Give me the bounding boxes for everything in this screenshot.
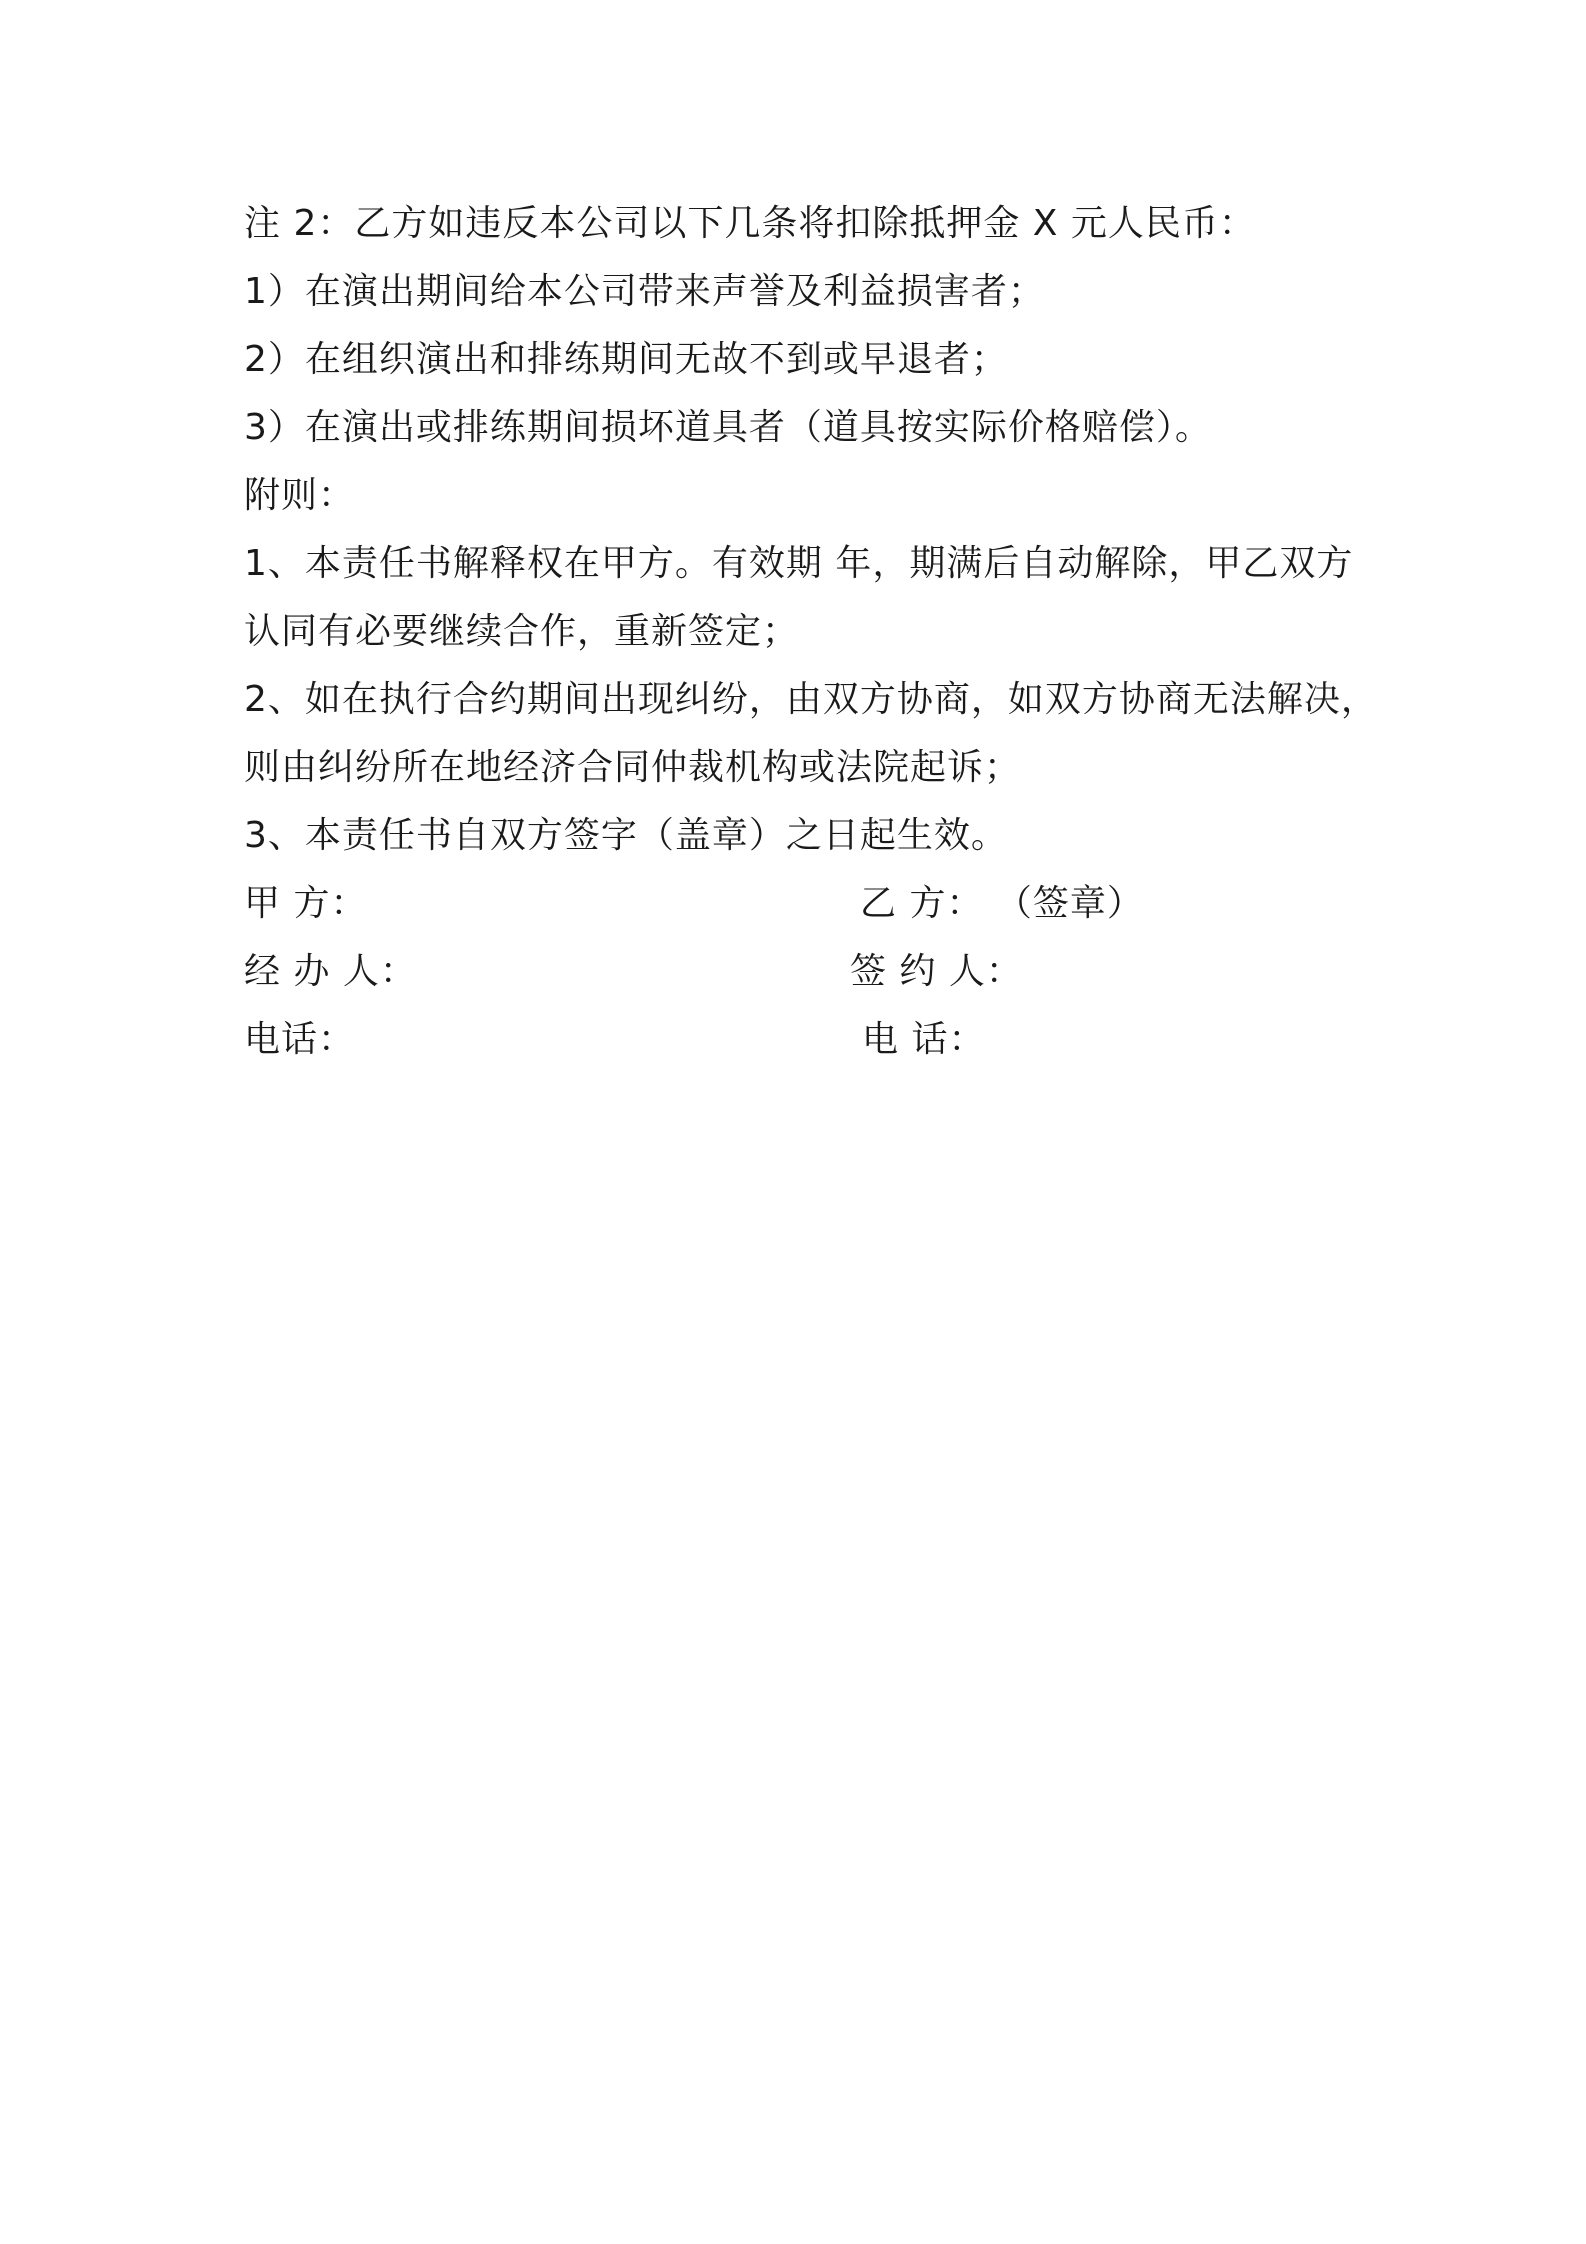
appendix-heading: 附则：	[244, 475, 356, 516]
signer-label: 签 约 人：	[850, 951, 1023, 992]
appendix-line: 认同有必要继续合作，重新签定；	[244, 611, 800, 652]
phone-b-label: 电 话：	[862, 1019, 986, 1060]
phone-a-label: 电话：	[244, 1019, 356, 1060]
appendix-line: 2、如在执行合约期间出现纠纷，由双方协商，如双方协商无法解决，	[244, 679, 1378, 720]
signature-row-phone	[244, 1006, 1364, 1074]
appendix-line: 则由纠纷所在地经济合同仲裁机构或法院起诉；	[244, 747, 1022, 788]
appendix-line: 1、本责任书解释权在甲方。有效期 年，期满后自动解除，甲乙双方	[244, 543, 1354, 584]
note-heading: 注 2：乙方如违反本公司以下几条将扣除抵押金 X 元人民币：	[244, 203, 1256, 244]
note-item: 1）在演出期间给本公司带来声誉及利益损害者；	[244, 271, 1045, 312]
document-body	[244, 190, 1378, 1074]
handler-label: 经 办 人：	[244, 951, 417, 992]
note-item: 3）在演出或排练期间损坏道具者（道具按实际价格赔偿）。	[244, 407, 1212, 448]
note-item: 2）在组织演出和排练期间无故不到或早退者；	[244, 339, 1008, 380]
party-a-label: 甲 方：	[244, 883, 368, 924]
signature-row-agent	[244, 938, 1364, 1006]
party-b-label: 乙 方： （签章）	[860, 883, 1144, 924]
signature-row-party	[244, 870, 1364, 938]
appendix-line: 3、本责任书自双方签字（盖章）之日起生效。	[244, 815, 1008, 856]
